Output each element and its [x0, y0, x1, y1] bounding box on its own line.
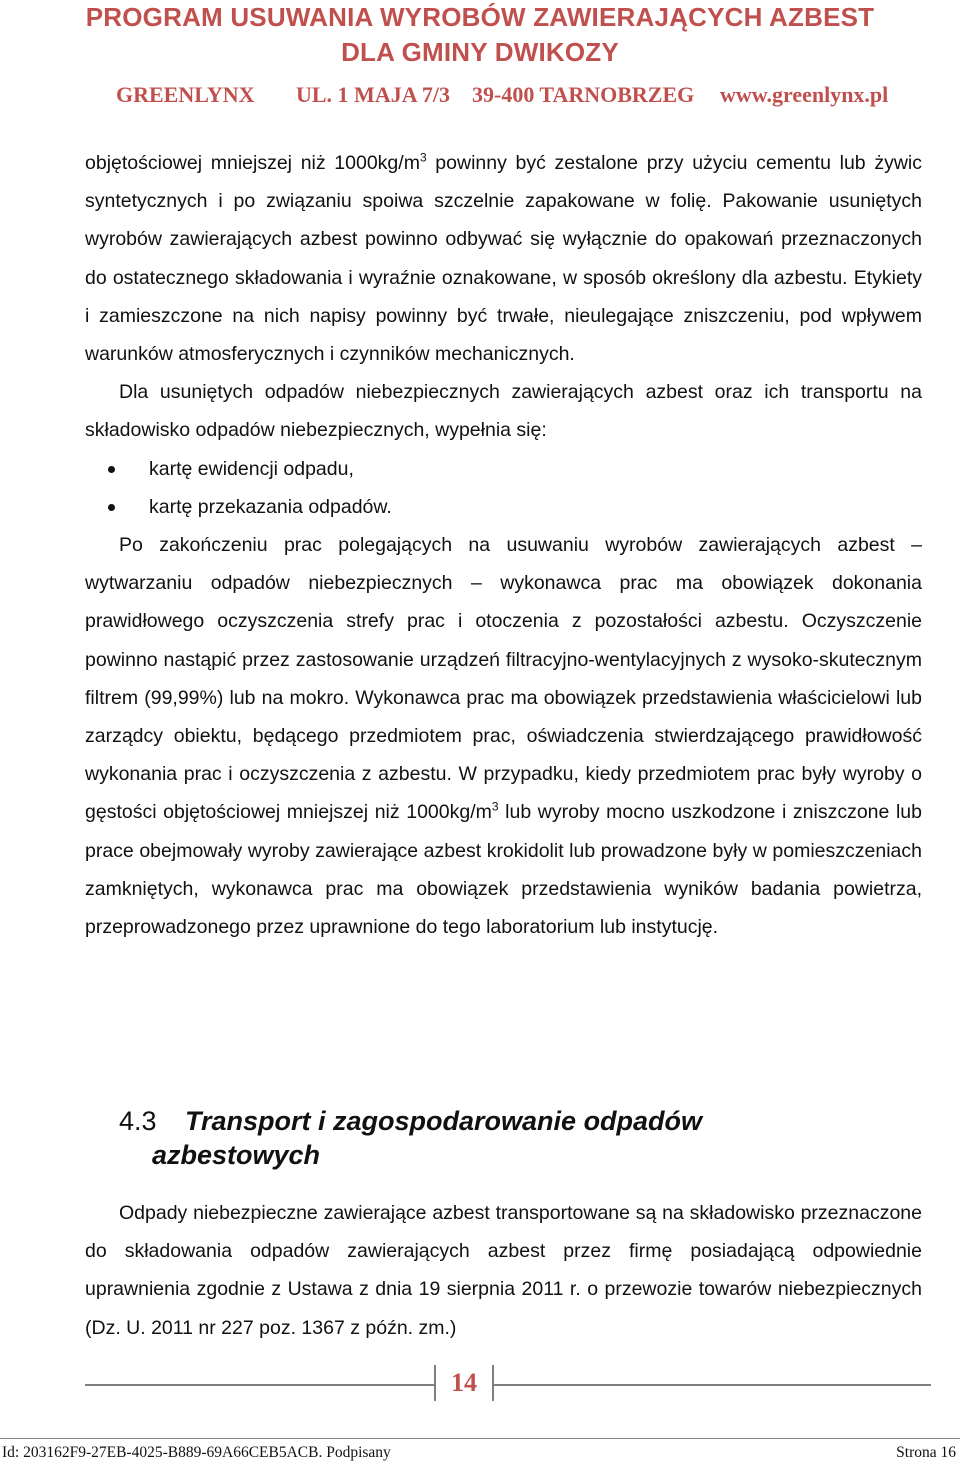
- paragraph-1-part-b: powinny być zestalone przy użyciu cementu lub żywic syntetycznych i po związaniu spoiwa szczelnie zapakowane w folię. Pakowanie usuniętych wyrobów zawierających azbest powinno odbywać się wyłącznie do opakowań przeznaczonych do ostatecznego składowania i wyraźnie oznakowane, w sposób określony dla azbestu. Etykiety i zamieszczone na nich napisy powinny być trwałe, nieulegające zniszczeniu, pod wpływem warunków atmosferycznych i czynników mechanicznych.: [85, 152, 922, 366]
- paragraph-3-part-a: Po zakończeniu prac polegających na usuwaniu wyrobów zawierających azbest – wytwarzaniu odpadów niebezpiecznych – wykonawca prac ma obowiązek dokonania prawidłowego oczyszczenia strefy prac i otoczenia z pozostałości azbestu. Oczyszczenie powinno nastąpić przez zastosowanie urządzeń filtracyjno-wentylacyjnych z wysoko-skutecznym filtrem (99,99%) lub na mokro. Wykonawca prac ma obowiązek przedstawienia właścicielowi lub zarządcy obiektu, będącego przedmiotem prac, oświadczenia stwierdzającego prawidłowość wykonania prac i oczyszczenia z azbestu. W przypadku, kiedy przedmiotem prac były wyroby o gęstości objętościowej mniejszej niż 1000kg/m: [85, 534, 922, 824]
- bullet-item: kartę ewidencji odpadu,: [85, 450, 922, 488]
- page-number-rule-right: [494, 1384, 931, 1386]
- paragraph-3: [85, 526, 922, 946]
- page-number: 14: [434, 1365, 494, 1401]
- website-link[interactable]: www.greenlynx.pl: [720, 82, 889, 107]
- section-title-line2: azbestowych: [152, 1140, 321, 1170]
- paragraph-1-part-a: objętościowej mniejszej niż 1000kg/m: [85, 152, 420, 174]
- footer-rule: [0, 1438, 960, 1439]
- paragraph-4: Odpady niebezpieczne zawierające azbest transportowane są na składowisko przeznaczone do składowania odpadów zawierających azbest przez firmę posiadającą odpowiednie uprawnienia zgodnie z Ustawa z dnia 19 sierpnia 2011 r. o przewozie towarów niebezpiecznych (Dz. U. 2011 nr 227 poz. 1367 z późn. zm.): [85, 1202, 922, 1339]
- superscript: 3: [419, 150, 427, 165]
- superscript: 3: [491, 799, 499, 814]
- section-heading: [119, 1104, 879, 1172]
- section-number: 4.3: [119, 1106, 157, 1136]
- city-address: 39-400 TARNOBRZEG: [472, 82, 695, 107]
- body-text-block-2: [85, 1194, 922, 1347]
- footer-page-label: Strona 16: [896, 1444, 956, 1461]
- header-title-line2: DLA GMINY DWIKOZY: [341, 37, 619, 67]
- street-address: UL. 1 MAJA 7/3: [296, 82, 450, 107]
- footer-document-id: Id: 203162F9-27EB-4025-B889-69A66CEB5ACB. Podpisany: [2, 1444, 391, 1461]
- bullet-item: kartę przekazania odpadów.: [85, 488, 922, 526]
- header-title-line1: PROGRAM USUWANIA WYROBÓW ZAWIERAJĄCYCH AZBEST: [85, 2, 875, 32]
- paragraph-3-part-b: lub wyroby mocno uszkodzone i zniszczone lub prace obejmowały wyroby zawierające azbest krokidolit lub prowadzone były w pomieszczeniach zamkniętych, wykonawca prac ma obowiązek przedstawienia wyników badania powietrza, przeprowadzonego przez uprawnione do tego laboratorium lub instytucję.: [85, 801, 922, 939]
- paragraph-1: [85, 144, 922, 373]
- bullet-list: [85, 450, 922, 526]
- page-number-rule-left: [85, 1384, 434, 1386]
- body-text-block-1: [85, 144, 922, 946]
- paragraph-2: Dla usuniętych odpadów niebezpiecznych zawierających azbest oraz ich transportu na składowisko odpadów niebezpiecznych, wypełnia się:: [85, 381, 922, 442]
- company-name: GREENLYNX: [116, 82, 255, 107]
- section-title-line1: Transport i zagospodarowanie odpadów: [185, 1106, 703, 1136]
